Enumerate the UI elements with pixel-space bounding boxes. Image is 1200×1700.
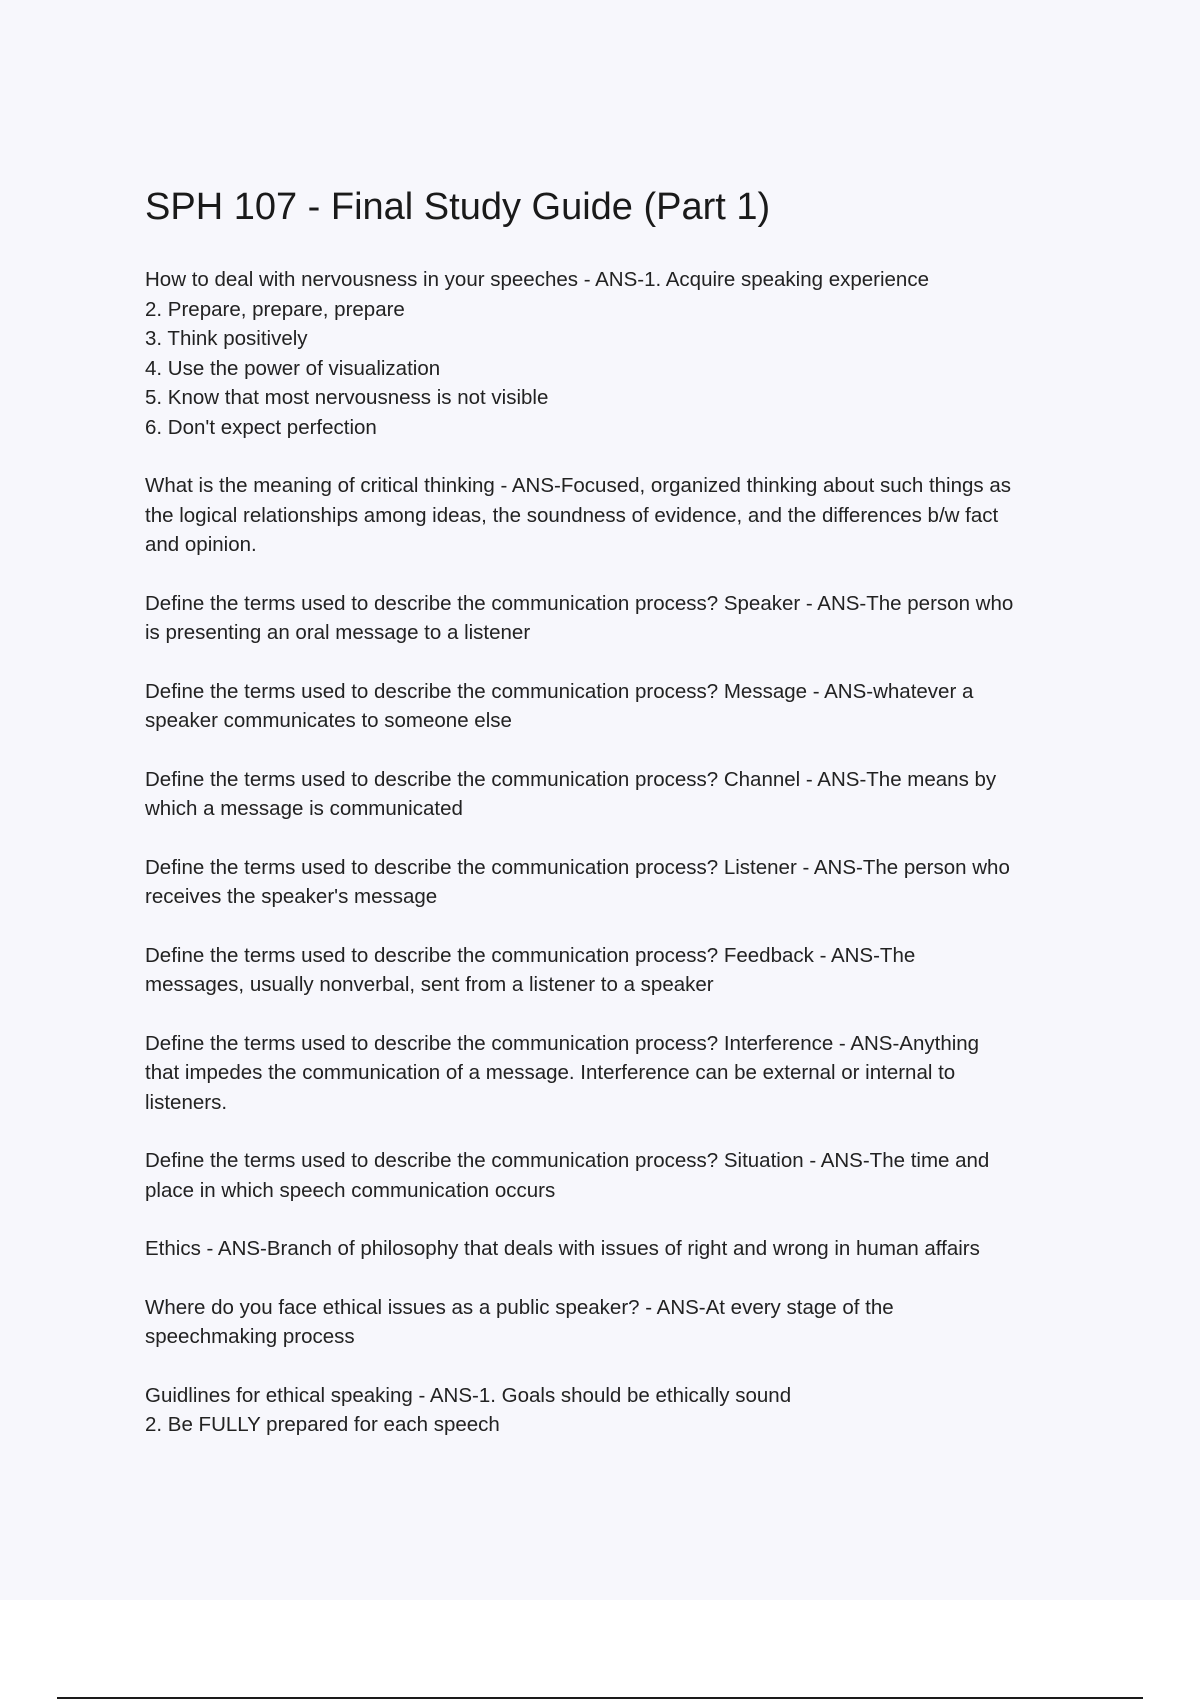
qa-line: 6. Don't expect perfection xyxy=(145,415,377,439)
qa-line: is presenting an oral message to a listener xyxy=(145,621,531,644)
qa-line: place in which speech communication occurs xyxy=(145,1178,556,1202)
qa-line: 5. Know that most nervousness is not visible xyxy=(145,386,549,409)
qa-entry xyxy=(145,1293,1095,1352)
qa-line: Define the terms used to describe the communication process? Message - ANS-whatever a xyxy=(145,679,974,703)
qa-line: Define the terms used to describe the communication process? Listener - ANS-The person who xyxy=(145,855,1010,879)
qa-line: 2. Prepare, prepare, prepare xyxy=(145,297,405,321)
qa-entry xyxy=(145,1234,1095,1264)
qa-entry xyxy=(145,471,1095,560)
qa-line: that impedes the communication of a message. Interference can be external or internal to xyxy=(145,1061,956,1084)
qa-line: Define the terms used to describe the communication process? Channel - ANS-The means by xyxy=(145,767,997,791)
qa-line: messages, usually nonverbal, sent from a listener to a speaker xyxy=(145,973,714,996)
qa-entry xyxy=(145,941,1095,1000)
qa-line: speaker communicates to someone else xyxy=(145,709,512,732)
document-content xyxy=(145,182,1095,1469)
qa-line: Define the terms used to describe the communication process? Interference - ANS-Anything xyxy=(145,1031,980,1055)
qa-entry xyxy=(145,265,1095,442)
qa-line: which a message is communicated xyxy=(145,797,463,820)
qa-entry xyxy=(145,1029,1095,1118)
qa-line: speechmaking process xyxy=(145,1325,355,1348)
qa-entry xyxy=(145,677,1095,736)
qa-entry xyxy=(145,1381,1095,1440)
document-title: SPH 107 - Final Study Guide (Part 1) xyxy=(145,186,771,228)
qa-list xyxy=(145,265,1095,1440)
qa-line: 3. Think positively xyxy=(145,327,308,350)
qa-line: Guidlines for ethical speaking - ANS-1. Goals should be ethically sound xyxy=(145,1383,792,1407)
qa-line: 2. Be FULLY prepared for each speech xyxy=(145,1413,500,1436)
qa-entry xyxy=(145,1146,1095,1205)
qa-entry xyxy=(145,853,1095,912)
qa-line: What is the meaning of critical thinking - ANS-Focused, organized thinking about such things as xyxy=(145,474,1012,497)
qa-line: receives the speaker's message xyxy=(145,885,438,908)
qa-line: 4. Use the power of visualization xyxy=(145,356,441,380)
qa-line: How to deal with nervousness in your speeches - ANS-1. Acquire speaking experience xyxy=(145,268,929,291)
footer-divider xyxy=(57,1697,1143,1699)
qa-line: Ethics - ANS-Branch of philosophy that deals with issues of right and wrong in human affairs xyxy=(145,1237,980,1260)
qa-line: and opinion. xyxy=(145,533,257,556)
qa-line: Define the terms used to describe the communication process? Speaker - ANS-The person who xyxy=(145,591,1014,615)
qa-line: listeners. xyxy=(145,1090,228,1114)
qa-entry xyxy=(145,765,1095,824)
qa-line: Where do you face ethical issues as a public speaker? - ANS-At every stage of the xyxy=(145,1295,894,1319)
qa-line: the logical relationships among ideas, the soundness of evidence, and the differences b/w fact xyxy=(145,503,999,527)
qa-line: Define the terms used to describe the communication process? Situation - ANS-The time and xyxy=(145,1149,990,1172)
qa-line: Define the terms used to describe the communication process? Feedback - ANS-The xyxy=(145,943,916,967)
qa-entry xyxy=(145,589,1095,648)
